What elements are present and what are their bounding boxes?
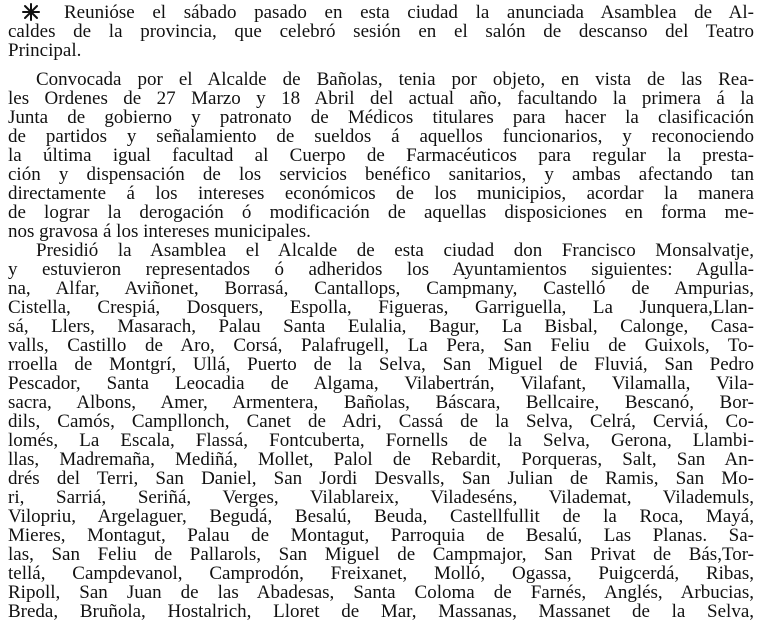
article-text-line: de lograr la derogación ó modificación de aquellas disposiciones en forma me- [8, 202, 754, 223]
article-text-line: Convocada por el Alcalde de Bañolas, tenia por objeto, en vista de las Rea- [36, 69, 754, 90]
article-text-line: lomés, La Escala, Flassá, Fontcuberta, Fornells de la Selva, Gerona, Llambi- [8, 430, 754, 451]
article-text-line: na, Alfar, Aviñonet, Borrasá, Cantallops, Campmany, Castelló de Ampurias, [8, 278, 754, 299]
article-text-line: Reunióse el sábado pasado en esta ciudad la anunciada Asamblea de Al- [64, 2, 754, 23]
article-text-line: Vilopriu, Argelaguer, Begudá, Besalú, Beuda, Castellfullit de la Roca, Mayá, [8, 506, 754, 527]
article-text-line: Junta de gobierno y patronato de Médicos titulares para hacer la clasificación [8, 107, 754, 128]
article-text-line: valls, Castillo de Aro, Corsá, Palafrugell, La Pera, San Feliu de Guixols, To- [8, 335, 754, 356]
article-text-line: les Ordenes de 27 Marzo y 18 Abril del actual año, facultando la primera á la [8, 88, 754, 109]
article-text-line: Breda, Bruñola, Hostalrich, Lloret de Mar, Massanas, Massanet de la Selva, [8, 601, 754, 622]
article-text-line: ri, Sarriá, Seriñá, Verges, Vilablareix, Viladeséns, Vilademat, Vilademuls, [8, 487, 754, 508]
article-text-line: ción y dispensación de los servicios benéfico sanitarios, y ambas afectando tan [8, 164, 754, 185]
asterism-ornament-icon [22, 3, 40, 21]
article-text-line: de partidos y señalamiento de sueldos á aquellos funcionarios, y reconociendo [8, 126, 754, 147]
article-text-line: Mieres, Montagut, Palau de Montagut, Parroquia de Besalú, Las Planas. Sa- [8, 525, 754, 546]
article-text-line: y estuvieron representados ó adheridos los Ayuntamientos siguientes: Agulla- [8, 259, 754, 280]
article-text-line: sá, Llers, Masarach, Palau Santa Eulalia, Bagur, La Bisbal, Calonge, Casa- [8, 316, 754, 337]
article-text-line: Cistella, Crespiá, Dosquers, Espolla, Figueras, Garriguella, La Junquera,Llan- [8, 297, 754, 318]
article-text-line: llas, Madremaña, Mediñá, Mollet, Palol de Rebardit, Porqueras, Salt, San An- [8, 449, 754, 470]
article-text-line: rroella de Montgrí, Ullá, Puerto de la Selva, San Miguel de Fluviá, San Pedro [8, 354, 754, 375]
article-text-line: Pescador, Santa Leocadia de Algama, Vilabertrán, Vilafant, Vilamalla, Vila- [8, 373, 754, 394]
article-text-line: dils, Camós, Campllonch, Canet de Adri, Cassá de la Selva, Celrá, Cerviá, Co- [8, 411, 754, 432]
article-text-line: Ripoll, San Juan de las Abadesas, Santa Coloma de Farnés, Anglés, Arbucias, [8, 582, 754, 603]
article-text-line: Presidió la Asamblea el Alcalde de esta ciudad don Francisco Monsalvatje, [36, 240, 754, 261]
article-text-line: caldes de la provincia, que celebró sesión en el salón de descanso del Teatro [8, 21, 754, 42]
article-text-line: sacra, Albons, Amer, Armentera, Bañolas, Báscara, Bellcaire, Bescanó, Bor- [8, 392, 754, 413]
article-text-line: directamente á los intereses económicos de los municipios, acordar la manera [8, 183, 754, 204]
article-text-line: Principal. [8, 40, 82, 61]
article-text-line: nos gravosa á los intereses municipales. [8, 221, 311, 242]
article-text-line: tellá, Campdevanol, Camprodón, Freixanet, Molló, Ogassa, Puigcerdá, Ribas, [8, 563, 754, 584]
article-text-line: la última igual facultad al Cuerpo de Farmacéuticos para regular la presta- [8, 145, 754, 166]
article-text-line: las, San Feliu de Pallarols, San Miguel de Campmajor, San Privat de Bás,Tor- [8, 544, 754, 565]
article-text-line: drés del Terri, San Daniel, San Jordi Desvalls, San Julian de Ramis, San Mo- [8, 468, 754, 489]
